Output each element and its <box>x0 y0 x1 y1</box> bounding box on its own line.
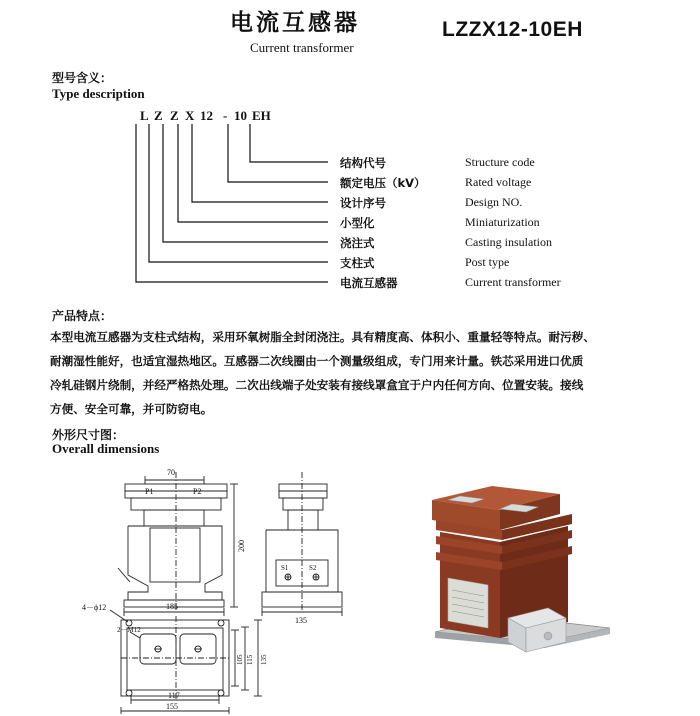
s2-label: S2 <box>309 564 317 572</box>
type-description-heading-en: Type description <box>52 86 145 101</box>
dim-105-label: 105 <box>236 654 244 665</box>
desc-en-structure-code: Structure code <box>465 155 535 169</box>
code-part-x: X <box>185 108 195 123</box>
code-part-z1: Z <box>154 108 163 123</box>
features-heading: 产品特点： <box>52 309 113 323</box>
desc-en-design-no: Design NO. <box>465 195 523 209</box>
dim-70-label: 70 <box>167 468 175 477</box>
title-chinese: 电流互感器 <box>230 10 360 36</box>
dim-200-label: 200 <box>237 540 246 552</box>
dimension-drawings <box>0 460 700 716</box>
desc-cn-structure-code: 结构代号 <box>340 156 386 170</box>
desc-cn-post-type: 支柱式 <box>340 256 375 270</box>
dim-115-label: 115 <box>246 654 254 665</box>
side-view-drawing <box>262 472 342 616</box>
type-description-heading-cn: 型号含义： <box>52 71 113 85</box>
desc-cn-miniaturization: 小型化 <box>340 216 375 230</box>
desc-cn-rated-voltage: 额定电压（kV） <box>340 176 426 190</box>
holes-label: 4－ϕ12 <box>82 603 107 612</box>
desc-en-casting-insulation: Casting insulation <box>465 235 552 249</box>
code-part-z2: Z <box>170 108 179 123</box>
dim-155-label: 155 <box>166 702 178 711</box>
p2-label: P2 <box>193 487 202 496</box>
dim-185-label: 185 <box>166 602 178 611</box>
features-paragraph <box>50 325 680 421</box>
desc-cn-current-transformer: 电流互感器 <box>340 276 398 290</box>
threads-label: 2－M12 <box>117 626 141 634</box>
code-part-eh: EH <box>252 108 271 123</box>
desc-en-post-type: Post type <box>465 255 510 269</box>
code-part-10: 10 <box>234 108 247 123</box>
features-line-4: 方便、安全可靠，并可防窃电。 <box>50 402 213 416</box>
desc-en-rated-voltage: Rated voltage <box>465 175 532 189</box>
desc-cn-design-no: 设计序号 <box>340 196 386 210</box>
dim-117-label: 117 <box>168 691 180 700</box>
features-line-1: 本型电流互感器为支柱式结构，采用环氧树脂全封闭浇注。具有精度高、体积小、重量轻等特点。耐污秽、 <box>50 330 595 344</box>
dim-135-label: 135 <box>295 616 307 625</box>
product-photo <box>432 486 610 652</box>
code-part-12: 12 <box>200 108 213 123</box>
dim-135-side-label: 135 <box>260 654 268 665</box>
desc-cn-casting-insulation: 浇注式 <box>340 236 375 250</box>
desc-en-miniaturization: Miniaturization <box>465 215 540 229</box>
p1-label: P1 <box>145 487 154 496</box>
desc-en-current-transformer: Current transformer <box>465 275 561 289</box>
s1-label: S1 <box>281 564 289 572</box>
code-part-l: L <box>140 108 149 123</box>
features-line-2: 耐潮湿性能好，也适宜湿热地区。互感器二次线圈由一个测量级组成，专门用来计量。铁芯采用进口优质 <box>50 354 584 368</box>
dimensions-heading-cn: 外形尺寸图： <box>52 428 125 442</box>
features-line-3: 冷轧硅钢片绕制，并经严格热处理。二次出线端子处安装有接线罩盒宜于户内任何方向、位置安装。接线 <box>50 378 584 392</box>
dimensions-heading-en: Overall dimensions <box>52 441 160 456</box>
code-part-dash: - <box>223 108 228 123</box>
front-view-drawing <box>118 472 238 616</box>
title-english: Current transformer <box>250 40 354 55</box>
model-number: LZZX12-10EH <box>442 18 583 41</box>
